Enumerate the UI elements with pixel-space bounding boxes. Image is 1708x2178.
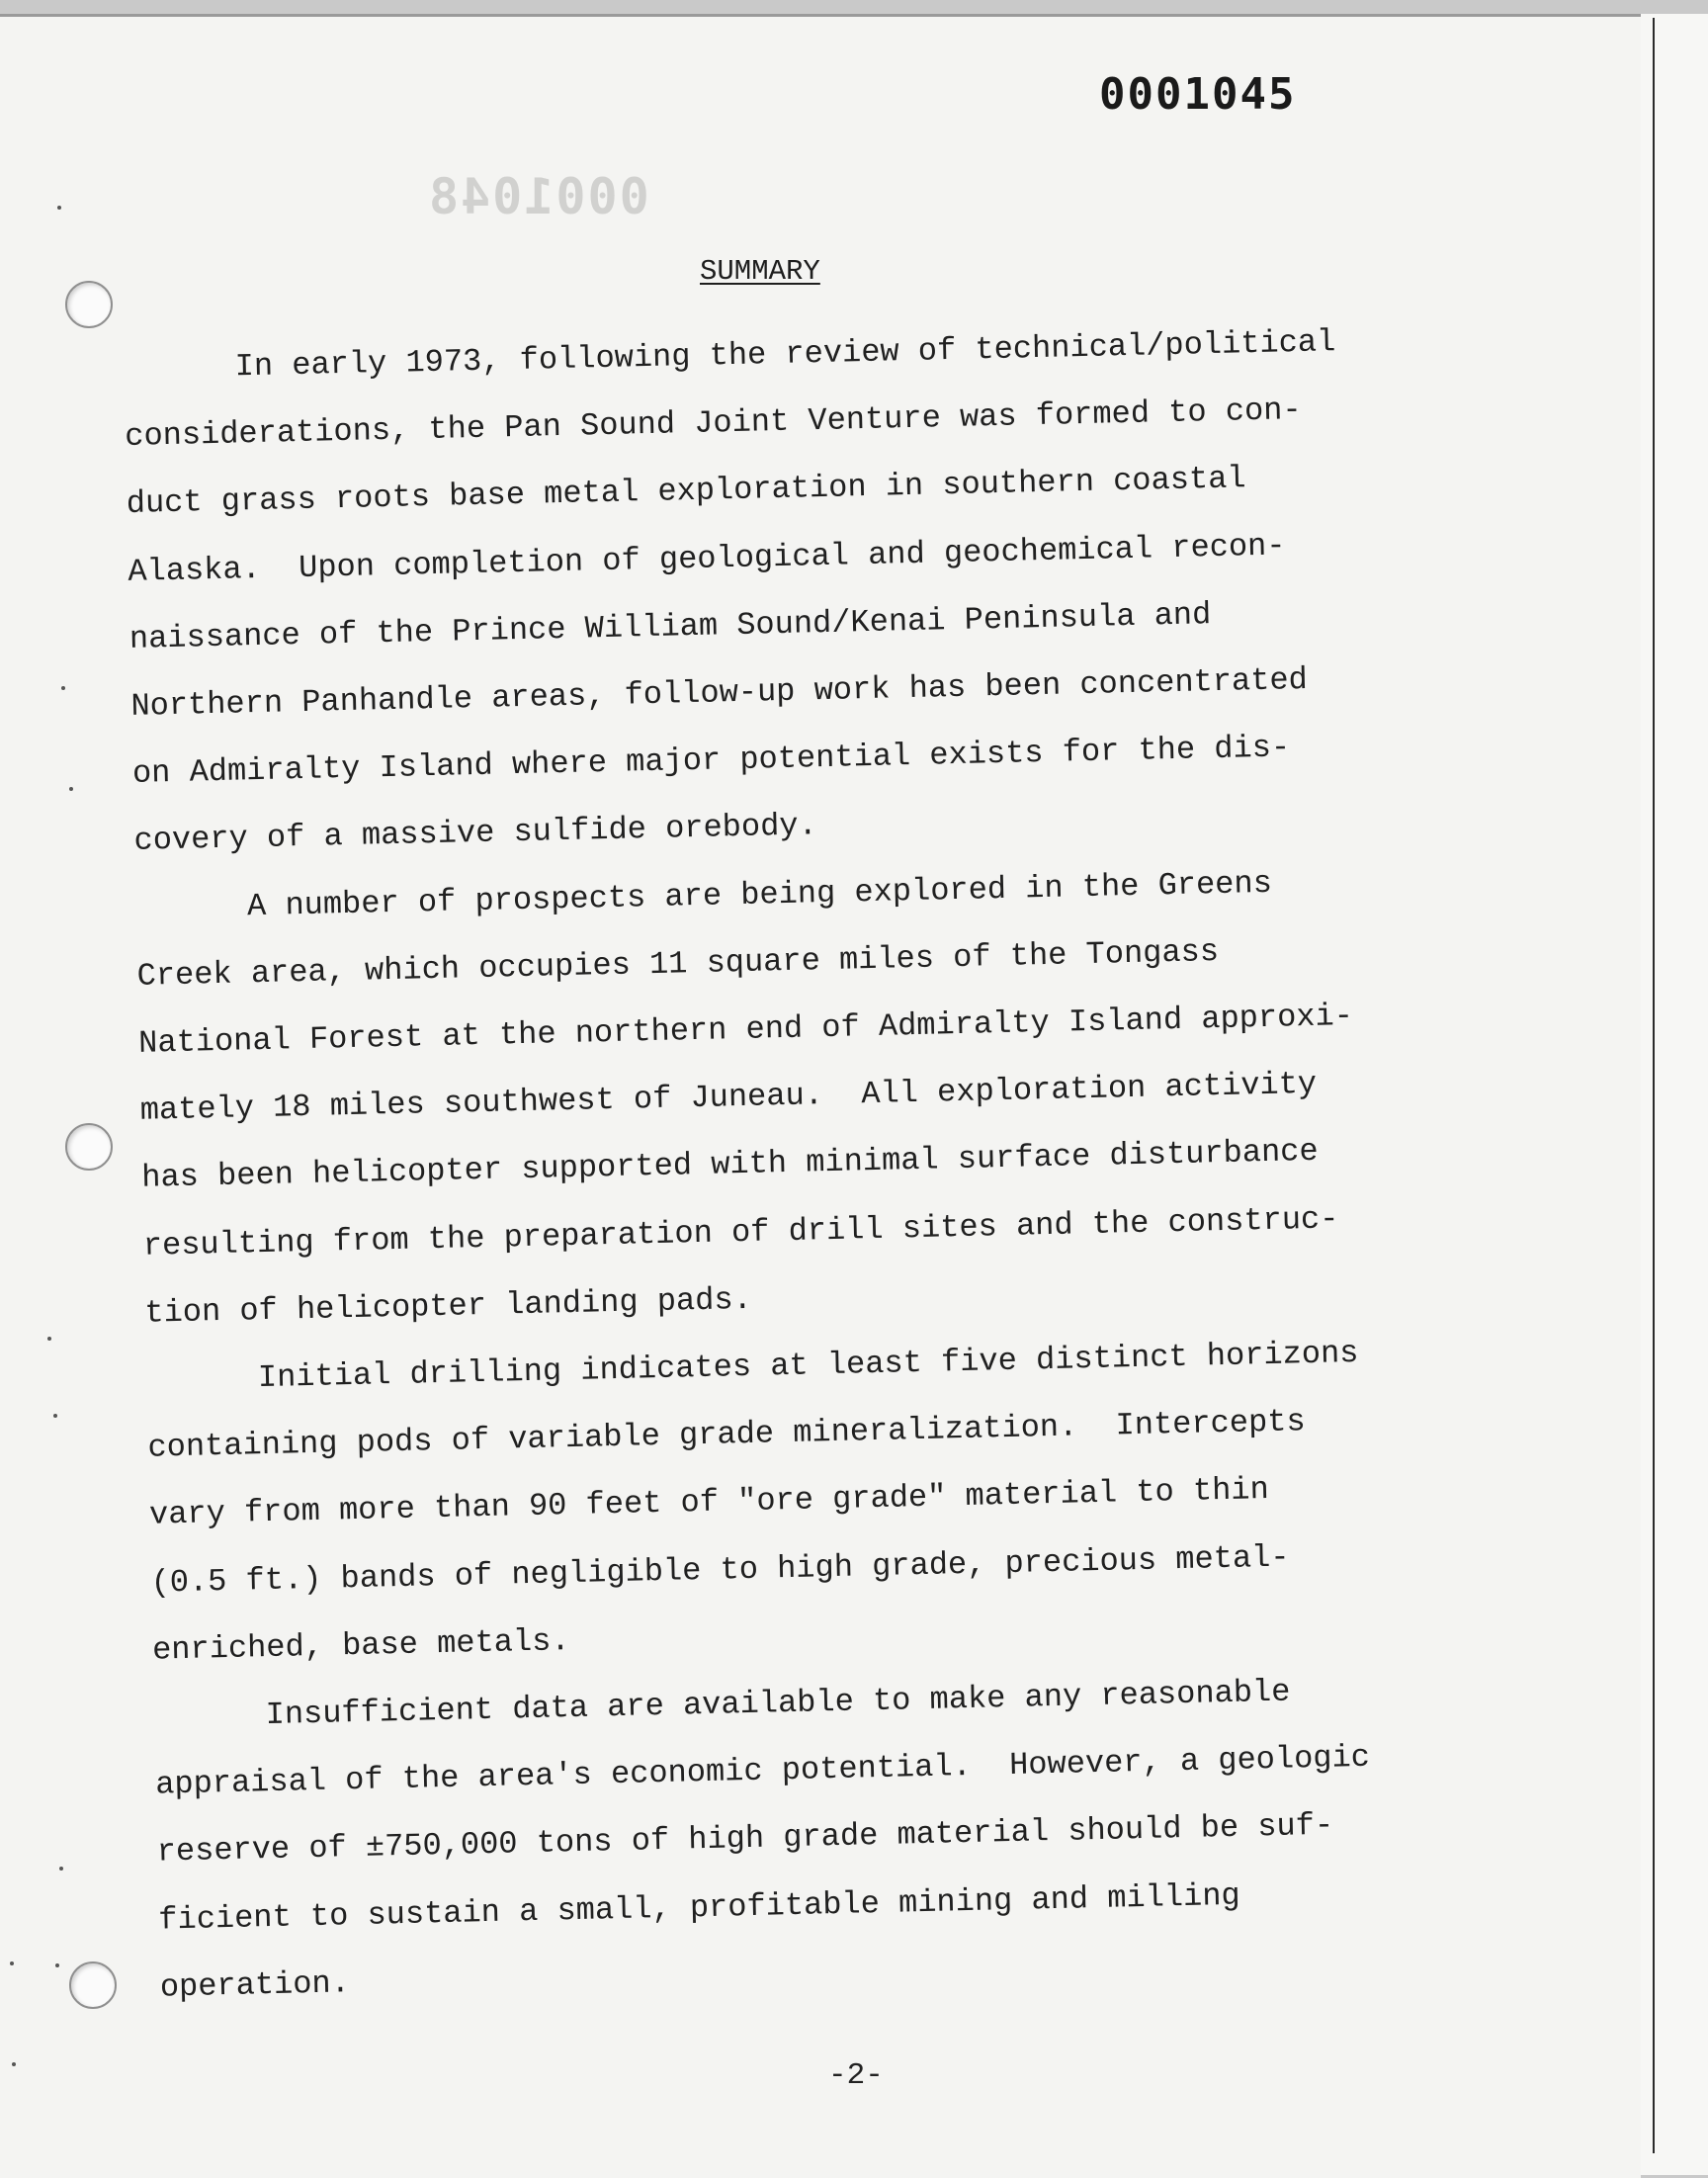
text-line: on Admiralty Island where major potential exists for the dis- — [131, 729, 1291, 793]
text-line: Northern Panhandle areas, follow-up work has been concentrated — [130, 660, 1309, 725]
paragraph — [134, 845, 1489, 1348]
text-line: operation. — [159, 1964, 351, 2006]
paragraph — [153, 1654, 1504, 2022]
paragraph — [123, 305, 1479, 875]
text-line: In early 1973, following the review of technical/political — [234, 323, 1336, 386]
scan-speck — [47, 1337, 51, 1341]
text-line: naissance of the Prince William Sound/Kenai Peninsula and — [128, 595, 1212, 657]
text-line: resulting from the preparation of drill sites and the construc- — [142, 1199, 1339, 1264]
scan-speck — [10, 1961, 14, 1965]
text-line: tion of helicopter landing pads. — [144, 1280, 753, 1332]
summary-body — [123, 305, 1504, 2021]
text-line: Creek area, which occupies 11 square miles of the Tongass — [136, 932, 1220, 995]
text-line: Alaska. Upon completion of geological and geochemical recon- — [127, 526, 1286, 590]
text-line: Initial drilling indicates at least five distinct horizons — [257, 1334, 1359, 1397]
text-line: enriched, base metals. — [151, 1621, 570, 1669]
scan-speck — [59, 1867, 63, 1871]
text-line: mately 18 miles southwest of Juneau. All exploration activity — [139, 1066, 1318, 1130]
scan-speck — [57, 206, 61, 210]
scan-speck — [53, 1414, 57, 1418]
text-line: appraisal of the area's economic potential. However, a geologic — [154, 1739, 1371, 1803]
page-title: SUMMARY — [700, 255, 820, 288]
bleed-through-number: 0001048 — [427, 168, 649, 225]
text-line: (0.5 ft.) bands of negligible to high grade, precious metal- — [150, 1538, 1290, 1602]
paragraph — [145, 1317, 1496, 1685]
text-line: A number of prospects are being explored in the Greens — [246, 864, 1273, 924]
text-line: vary from more than 90 feet of "ore grade" material to thin — [148, 1471, 1270, 1534]
text-line: considerations, the Pan Sound Joint Venture was formed to con- — [124, 392, 1303, 456]
binder-hole-top — [65, 281, 113, 328]
text-line: National Forest at the northern end of Admiralty Island approxi- — [137, 997, 1354, 1062]
scan-speck — [61, 686, 65, 690]
text-line: ficient to sustain a small, profitable mining and milling — [157, 1876, 1241, 1939]
scan-speck — [69, 787, 73, 791]
text-line: has been helicopter supported with minimal surface disturbance — [140, 1133, 1320, 1197]
page-edge-line — [1653, 18, 1655, 2153]
page-margin — [1641, 14, 1708, 2175]
binder-hole-middle — [65, 1123, 113, 1171]
scan-speck — [55, 1963, 59, 1967]
text-line: reserve of ±750,000 tons of high grade material should be suf- — [156, 1807, 1334, 1872]
page-number: -2- — [828, 2058, 884, 2093]
text-line: duct grass roots base metal exploration in southern coastal — [126, 460, 1246, 523]
text-line: containing pods of variable grade mineralization. Intercepts — [147, 1403, 1307, 1466]
text-line: covery of a massive sulfide orebody. — [133, 807, 818, 860]
document-control-number: 0001045 — [1099, 69, 1297, 120]
scan-speck — [12, 2062, 16, 2066]
binder-hole-bottom — [69, 1961, 117, 2009]
text-line: Insufficient data are available to make any reasonable — [265, 1673, 1291, 1734]
